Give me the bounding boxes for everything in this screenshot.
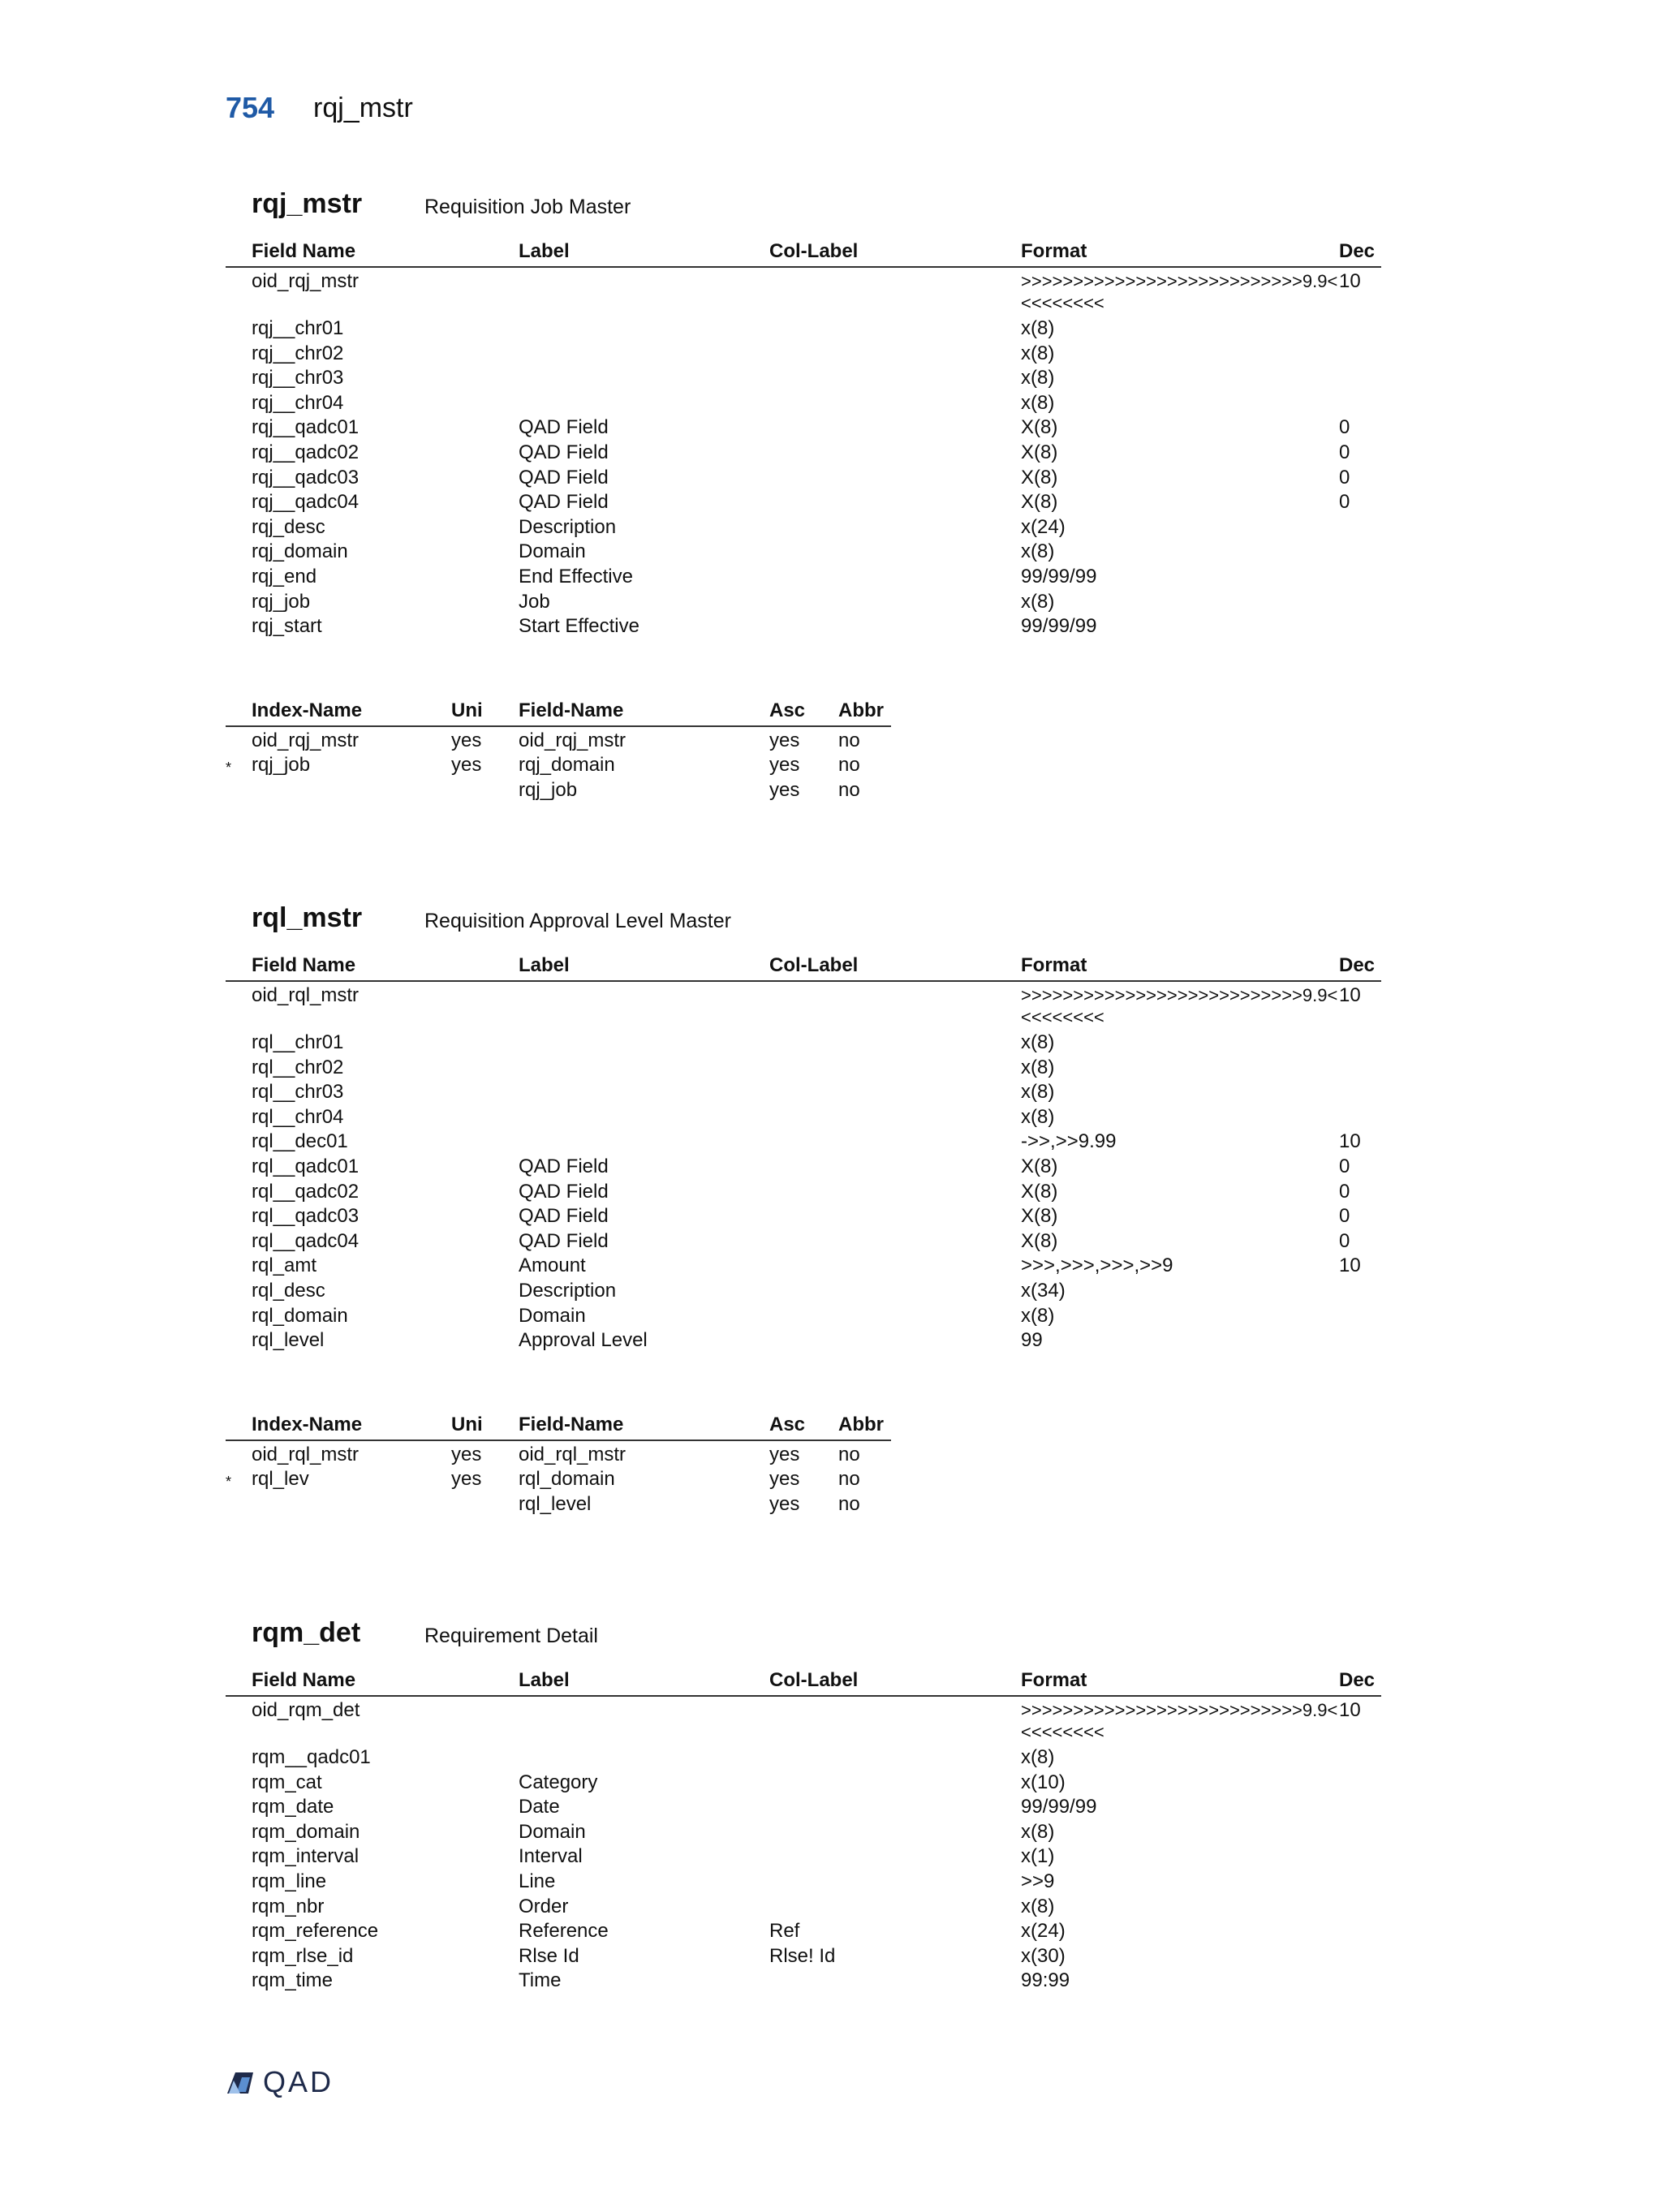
index-abbr: no [838,754,860,777]
field-label: Order [519,1895,569,1917]
field-row [226,340,1381,365]
index-table [226,1410,891,1516]
field-table [226,1666,1381,1992]
field-row [226,1868,1381,1893]
index-abbr: no [838,729,860,751]
field-name: oid_rql_mstr [252,984,360,1006]
field-format: x(8) [1021,1105,1055,1128]
field-dec: 10 [1339,1254,1361,1277]
index-field: oid_rql_mstr [519,1443,626,1465]
index-unique: yes [451,754,482,777]
field-format: 99 [1021,1329,1043,1352]
format-header: Format [1021,240,1087,262]
field-table [226,951,1381,1352]
field-dec: 0 [1339,1205,1350,1228]
field-format: X(8) [1021,466,1058,488]
running-title: rqj_mstr [313,93,413,123]
field-row [226,1697,1381,1744]
field-row [226,1302,1381,1328]
index-abbr: no [838,1492,860,1515]
field-name: rqj__chr04 [252,391,344,414]
field-name: rql_amt [252,1254,317,1277]
field-format: x(8) [1021,1820,1055,1843]
dec-header: Dec [1339,1669,1376,1691]
field-row [226,1252,1381,1277]
field-dec: 0 [1339,466,1350,488]
index-row [226,751,891,777]
field-row [226,563,1381,588]
page-number: 754 [226,91,275,124]
field-format: x(8) [1021,540,1055,563]
field-row [226,1327,1381,1352]
field-row [226,588,1381,613]
field-label: Job [519,590,550,613]
field-format: X(8) [1021,1155,1058,1177]
field-row [226,414,1381,439]
field-format: x(10) [1021,1771,1066,1793]
table-description: Requisition Job Master [424,196,631,218]
field-format: X(8) [1021,1229,1058,1252]
field-name: rqj__qadc04 [252,491,360,514]
primary-index-marker: * [226,760,232,777]
field-format: x(1) [1021,1845,1055,1868]
field-name: rqm_nbr [252,1895,325,1917]
field-dec: 0 [1339,491,1350,514]
field-name: rqm_date [252,1796,334,1818]
field-name: rql__chr03 [252,1081,344,1104]
label-header: Label [519,1669,570,1691]
field-format: x(8) [1021,1031,1055,1053]
index-unique: yes [451,1468,482,1491]
field-dec: 10 [1339,1699,1361,1721]
field-name: rqj_domain [252,540,348,563]
field-row [226,439,1381,464]
index-table [226,696,891,802]
field-name: rql_desc [252,1279,325,1302]
label-header: Label [519,954,570,976]
field-row [226,464,1381,489]
field-row [226,1893,1381,1918]
table-description: Requirement Detail [424,1625,598,1647]
field-format: x(8) [1021,1895,1055,1917]
field-label: Rlse Id [519,1944,579,1967]
field-name-header: Field Name [252,954,356,976]
index-field: oid_rqj_mstr [519,729,626,751]
field-name: rqj_job [252,590,311,613]
index-asc: yes [769,1443,800,1465]
field-format: x(8) [1021,1304,1055,1327]
field-format: x(30) [1021,1944,1066,1967]
field-format: X(8) [1021,416,1058,439]
field-row [226,1917,1381,1943]
field-name: rql__chr02 [252,1056,344,1078]
field-dec: 10 [1339,984,1361,1006]
index-row [226,1491,891,1516]
field-label: Approval Level [519,1329,648,1352]
field-format: >>>,>>>,>>>,>>9 [1021,1254,1173,1277]
field-label: Description [519,1279,617,1302]
qad-logo-icon [226,2069,258,2095]
field-name: rql__qadc04 [252,1229,360,1252]
field-label: QAD Field [519,441,609,463]
field-name: rql__chr04 [252,1105,344,1128]
index-name: oid_rqj_mstr [252,729,360,751]
field-label: Domain [519,540,586,563]
index-row [226,777,891,802]
field-format: x(24) [1021,1920,1066,1943]
index-asc: yes [769,754,800,777]
field-label: End Effective [519,565,633,587]
index-name: rqj_job [252,754,311,777]
field-format: x(34) [1021,1279,1066,1302]
field-name: rqj__chr03 [252,367,344,389]
field-label: Category [519,1771,598,1793]
field-name: oid_rqm_det [252,1699,360,1721]
field-format: x(8) [1021,317,1055,339]
field-label: QAD Field [519,1205,609,1228]
index-abbr: no [838,1443,860,1465]
field-format: x(8) [1021,1081,1055,1104]
field-format: >>9 [1021,1870,1055,1892]
dec-header: Dec [1339,954,1376,976]
field-format: x(8) [1021,1746,1055,1768]
field-row [226,1228,1381,1253]
field-table-header [226,951,1381,982]
field-row [226,1793,1381,1818]
index-row [226,1465,891,1491]
field-row [226,982,1381,1029]
field-col-label: Ref [769,1920,800,1943]
field-name: rqj__qadc03 [252,466,360,488]
field-name: rql__dec01 [252,1130,348,1153]
field-format: X(8) [1021,1205,1058,1228]
field-table [226,237,1381,638]
field-name: rqj_desc [252,515,325,538]
field-name: rqm_domain [252,1820,360,1843]
field-label: Domain [519,1304,586,1327]
field-row [226,1078,1381,1104]
field-row [226,1769,1381,1794]
field-label: Description [519,515,617,538]
index-asc: yes [769,778,800,801]
index-table-header [226,696,891,727]
field-format: ->>,>>9.99 [1021,1130,1117,1153]
index-abbr: no [838,1468,860,1491]
field-format: x(8) [1021,1056,1055,1078]
field-row [226,1277,1381,1302]
index-field: rql_domain [519,1468,615,1491]
field-name-header: Field Name [252,240,356,262]
field-name: rqm_rlse_id [252,1944,354,1967]
field-row [226,364,1381,389]
field-row [226,1967,1381,1992]
field-table-header [226,1666,1381,1697]
index-field: rqj_domain [519,754,615,777]
field-row [226,315,1381,340]
field-row [226,1203,1381,1228]
field-format: 99/99/99 [1021,565,1097,587]
field-dec: 0 [1339,416,1350,439]
field-label: Domain [519,1820,586,1843]
field-label: QAD Field [519,466,609,488]
index-name: oid_rql_mstr [252,1443,360,1465]
field-name: rql__qadc03 [252,1205,360,1228]
field-name-header: Field-Name [519,699,624,721]
field-name: rqm_interval [252,1845,360,1868]
index-row [226,727,891,752]
primary-index-marker: * [226,1474,232,1491]
field-label: QAD Field [519,491,609,514]
field-row [226,514,1381,539]
field-dec: 10 [1339,1130,1361,1153]
field-name-header: Field Name [252,1669,356,1691]
field-format: X(8) [1021,441,1058,463]
field-table-header [226,237,1381,268]
index-unique: yes [451,729,482,751]
field-row [226,1943,1381,1968]
field-name: rqm__qadc01 [252,1746,371,1768]
label-header: Label [519,240,570,262]
index-field: rqj_job [519,778,578,801]
abbr-header: Abbr [838,699,884,721]
field-dec: 0 [1339,441,1350,463]
asc-header: Asc [769,1413,806,1435]
field-row [226,1843,1381,1868]
field-format: x(8) [1021,391,1055,414]
field-row [226,1104,1381,1129]
index-asc: yes [769,729,800,751]
field-format: x(8) [1021,590,1055,613]
index-row [226,1441,891,1466]
qad-logo [226,2065,334,2098]
field-name: rql__qadc02 [252,1180,360,1203]
field-format: 99/99/99 [1021,615,1097,638]
field-name: rqm_line [252,1870,327,1892]
format-header: Format [1021,954,1087,976]
field-name: rqj__qadc02 [252,441,360,463]
field-row [226,1744,1381,1769]
col-label-header: Col-Label [769,240,859,262]
field-name: rqj__qadc01 [252,416,360,439]
asc-header: Asc [769,699,806,721]
field-row [226,538,1381,563]
logo-text: QAD [263,2065,334,2098]
field-label: QAD Field [519,1229,609,1252]
field-format: x(8) [1021,367,1055,389]
field-row [226,1178,1381,1203]
field-row [226,389,1381,415]
field-label: QAD Field [519,416,609,439]
field-label: QAD Field [519,1180,609,1203]
index-asc: yes [769,1468,800,1491]
table-name: rql_mstr [252,902,363,933]
field-name: oid_rqj_mstr [252,270,360,292]
field-row [226,268,1381,315]
field-dec: 0 [1339,1180,1350,1203]
uni-header: Uni [451,699,483,721]
field-name: rqj__chr01 [252,317,344,339]
field-name: rql__chr01 [252,1031,344,1053]
field-format: 99/99/99 [1021,1796,1097,1818]
field-name-header: Field-Name [519,1413,624,1435]
field-name: rqj__chr02 [252,342,344,364]
field-name: rqm_time [252,1969,334,1992]
field-format: X(8) [1021,491,1058,514]
col-label-header: Col-Label [769,1669,859,1691]
field-label: Reference [519,1920,609,1943]
table-name: rqm_det [252,1617,361,1648]
field-dec: 10 [1339,270,1361,292]
field-name: rqj_start [252,615,322,638]
field-dec: 0 [1339,1155,1350,1177]
format-header: Format [1021,1669,1087,1691]
field-name: rqm_reference [252,1920,379,1943]
field-name: rql_domain [252,1304,348,1327]
field-row [226,1054,1381,1079]
index-name-header: Index-Name [252,699,363,721]
field-label: QAD Field [519,1155,609,1177]
index-name-header: Index-Name [252,1413,363,1435]
field-format: >>>>>>>>>>>>>>>>>>>>>>>>>>>9.9<<<<<<<<< [1021,985,1338,1027]
field-row [226,488,1381,514]
field-row [226,613,1381,638]
field-dec: 0 [1339,1229,1350,1252]
abbr-header: Abbr [838,1413,884,1435]
field-format: >>>>>>>>>>>>>>>>>>>>>>>>>>>9.9<<<<<<<<< [1021,1700,1338,1742]
table-name: rqj_mstr [252,188,363,219]
field-label: Amount [519,1254,586,1277]
field-format: >>>>>>>>>>>>>>>>>>>>>>>>>>>9.9<<<<<<<<< [1021,271,1338,313]
index-abbr: no [838,778,860,801]
field-name: rql__qadc01 [252,1155,360,1177]
field-col-label: Rlse! Id [769,1944,836,1967]
field-row [226,1128,1381,1153]
dec-header: Dec [1339,240,1376,262]
index-unique: yes [451,1443,482,1465]
table-description: Requisition Approval Level Master [424,910,731,932]
uni-header: Uni [451,1413,483,1435]
field-label: Date [519,1796,560,1818]
field-name: rqj_end [252,565,317,587]
field-label: Interval [519,1845,583,1868]
field-name: rqm_cat [252,1771,322,1793]
field-format: 99:99 [1021,1969,1070,1992]
field-name: rql_level [252,1329,325,1352]
index-asc: yes [769,1492,800,1515]
field-label: Time [519,1969,562,1992]
field-format: X(8) [1021,1180,1058,1203]
field-label: Start Effective [519,615,639,638]
field-format: x(8) [1021,342,1055,364]
field-row [226,1029,1381,1054]
field-format: x(24) [1021,515,1066,538]
col-label-header: Col-Label [769,954,859,976]
index-name: rql_lev [252,1468,309,1491]
field-row [226,1818,1381,1844]
index-field: rql_level [519,1492,592,1515]
index-table-header [226,1410,891,1441]
field-row [226,1153,1381,1178]
field-label: Line [519,1870,556,1892]
